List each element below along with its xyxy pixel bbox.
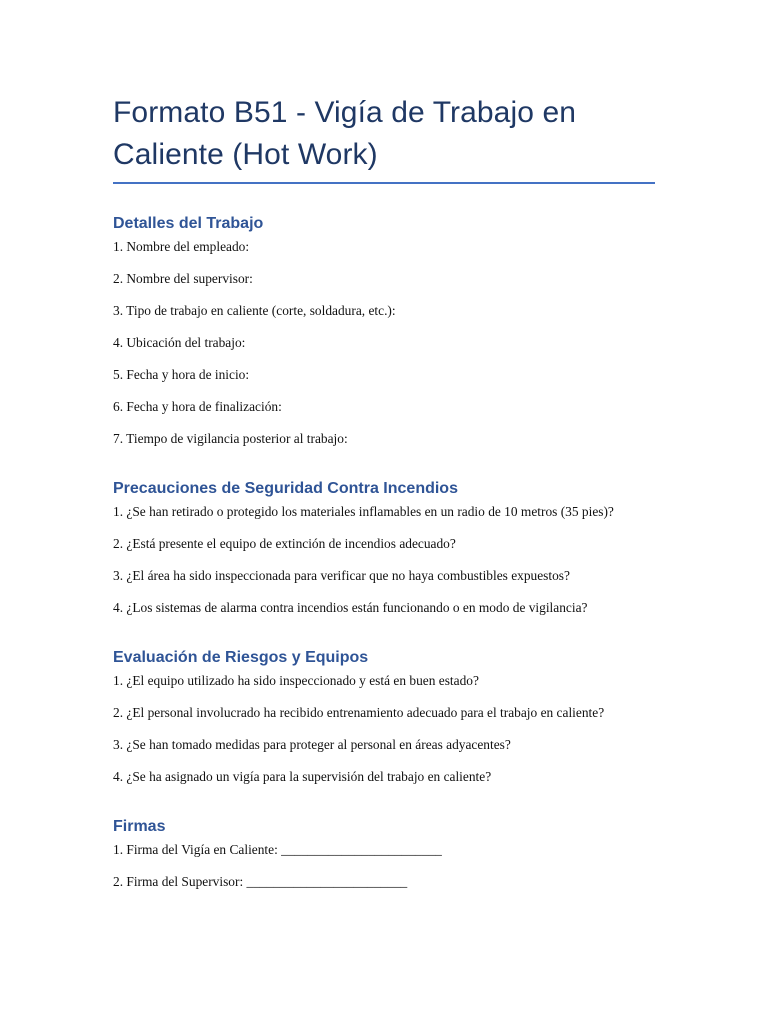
signature-line-vigia: 1. Firma del Vigía en Caliente: ________________________ xyxy=(113,842,442,857)
section-heading: Firmas xyxy=(113,818,166,835)
question-medidas-proteccion: 3. ¿Se han tomado medidas para proteger al personal en áreas adyacentes? xyxy=(113,737,511,752)
section-heading: Precauciones de Seguridad Contra Incendios xyxy=(113,480,458,497)
question-equipo-inspeccionado: 1. ¿El equipo utilizado ha sido inspeccionado y está en buen estado? xyxy=(113,673,479,688)
section-detalles-del-trabajo xyxy=(113,214,655,448)
section-evaluacion-riesgos xyxy=(113,648,655,786)
document-page xyxy=(113,0,655,891)
section-precauciones-incendios xyxy=(113,479,655,617)
field-ubicacion: 4. Ubicación del trabajo: xyxy=(113,335,246,350)
signature-line-supervisor: 2. Firma del Supervisor: ________________________ xyxy=(113,874,408,889)
field-nombre-supervisor: 2. Nombre del supervisor: xyxy=(113,271,253,286)
field-nombre-empleado: 1. Nombre del empleado: xyxy=(113,239,250,254)
section-heading: Evaluación de Riesgos y Equipos xyxy=(113,649,369,666)
question-equipo-extincion: 2. ¿Está presente el equipo de extinción de incendios adecuado? xyxy=(113,536,456,551)
field-tiempo-vigilancia: 7. Tiempo de vigilancia posterior al trabajo: xyxy=(113,431,348,446)
document-title: Formato B51 - Vigía de Trabajo en Caliente (Hot Work) xyxy=(113,96,577,171)
title-underline xyxy=(113,182,655,184)
question-vigia-asignado: 4. ¿Se ha asignado un vigía para la supervisión del trabajo en caliente? xyxy=(113,769,492,784)
question-area-inspeccionada: 3. ¿El área ha sido inspeccionada para verificar que no haya combustibles expuestos? xyxy=(113,568,570,583)
question-personal-entrenamiento: 2. ¿El personal involucrado ha recibido entrenamiento adecuado para el trabajo en caliente? xyxy=(113,705,605,720)
section-heading: Detalles del Trabajo xyxy=(113,215,264,232)
question-materiales-inflamables: 1. ¿Se han retirado o protegido los materiales inflamables en un radio de 10 metros (35 pies)? xyxy=(113,504,614,519)
field-fecha-finalizacion: 6. Fecha y hora de finalización: xyxy=(113,399,282,414)
field-tipo-trabajo: 3. Tipo de trabajo en caliente (corte, soldadura, etc.): xyxy=(113,303,396,318)
section-firmas xyxy=(113,817,655,891)
question-sistemas-alarma: 4. ¿Los sistemas de alarma contra incendios están funcionando o en modo de vigilancia? xyxy=(113,600,588,615)
field-fecha-inicio: 5. Fecha y hora de inicio: xyxy=(113,367,250,382)
